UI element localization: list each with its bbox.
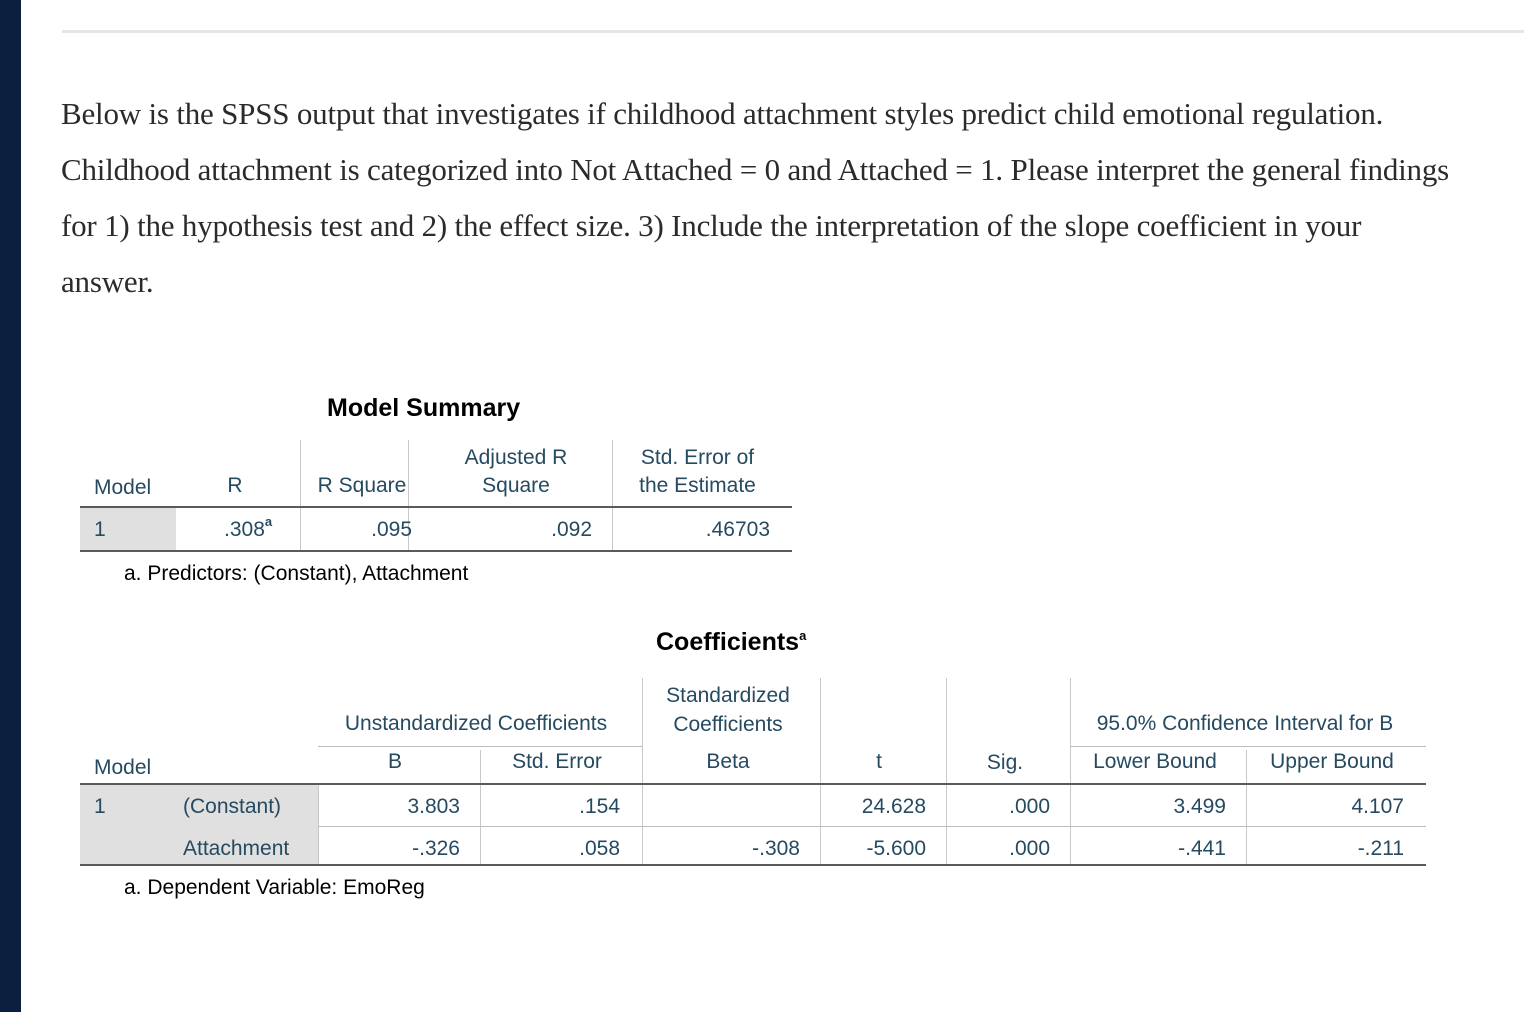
divider (642, 678, 643, 864)
header-upper-bound: Upper Bound (1270, 750, 1394, 773)
cell-b: -.326 (412, 837, 460, 860)
header-r: R (227, 474, 243, 497)
row-model: 1 (94, 518, 106, 541)
header-b: B (387, 750, 402, 773)
cell-lower-bound: -.441 (1178, 837, 1226, 860)
header-t: t (876, 750, 882, 773)
divider (300, 440, 301, 550)
top-divider (62, 30, 1524, 33)
cell-adj-r-square: .092 (551, 518, 592, 541)
coefficients-title (656, 628, 806, 657)
divider (1246, 750, 1247, 864)
header-std-error-1: Std. Error of (640, 446, 755, 469)
footnote-marker: a (799, 628, 807, 643)
left-accent-bar (0, 0, 21, 1012)
cell-upper-bound: -.211 (1357, 837, 1404, 860)
cell-std-error: .154 (579, 795, 620, 818)
header-adj-r-square-1: Adjusted R (464, 446, 568, 469)
bottom-rule (80, 864, 1426, 866)
cell-r-value: .308 (224, 518, 265, 541)
question-line: for 1) the hypothesis test and 2) the effect size. 3) Include the interpretation of the slope coefficient in your (61, 208, 1362, 243)
cell-lower-bound: 3.499 (1173, 795, 1226, 818)
header-standardized-2: Coefficients (673, 713, 783, 736)
header-standardized-1: Standardized (666, 684, 790, 707)
header-r-square: R Square (317, 474, 407, 497)
row-model: 1 (94, 795, 106, 818)
bottom-rule (80, 550, 792, 552)
header-model: Model (94, 476, 152, 499)
coefficients-title-text: Coefficients (656, 628, 800, 656)
question-line: Childhood attachment is categorized into Not Attached = 0 and Attached = 1. Please interpret the general findings (61, 152, 1450, 187)
header-std-error: Std. Error (512, 750, 602, 773)
span-rule (318, 746, 642, 747)
row-label-attachment: Attachment (183, 837, 290, 860)
divider (1070, 678, 1071, 864)
cell-r-square: .095 (371, 518, 412, 541)
cell-std-error: .46703 (705, 518, 770, 541)
row-divider (318, 826, 1426, 827)
header-confidence-interval: 95.0% Confidence Interval for B (1096, 712, 1394, 735)
divider (318, 784, 319, 864)
cell-sig: .000 (1009, 795, 1050, 818)
header-unstandardized: Unstandardized Coefficients (344, 712, 608, 735)
question-text (61, 86, 1531, 310)
cell-t: -5.600 (866, 837, 926, 860)
header-rule (80, 506, 792, 508)
header-beta: Beta (706, 750, 750, 773)
model-summary-title: Model Summary (327, 394, 521, 422)
coefficients-footnote: a. Dependent Variable: EmoReg (124, 876, 425, 899)
model-summary-footnote: a. Predictors: (Constant), Attachment (124, 562, 469, 585)
header-sig: Sig. (986, 751, 1024, 774)
footnote-marker: a (264, 514, 273, 529)
cell-beta: -.308 (752, 837, 800, 860)
question-line: Below is the SPSS output that investigates if childhood attachment styles predict child emotional regulation. (61, 96, 1384, 131)
row-label-constant: (Constant) (183, 795, 282, 818)
cell-upper-bound: 4.107 (1351, 795, 1404, 818)
header-std-error-2: the Estimate (639, 474, 756, 497)
header-lower-bound: Lower Bound (1093, 750, 1217, 773)
cell-t: 24.628 (861, 795, 926, 818)
divider (946, 678, 947, 864)
divider (480, 750, 481, 864)
question-line: answer. (61, 264, 154, 299)
divider (612, 440, 613, 550)
header-adj-r-square-2: Square (482, 474, 550, 497)
span-rule (1070, 746, 1426, 747)
header-model: Model (94, 756, 152, 779)
cell-r (224, 514, 273, 542)
cell-sig: .000 (1009, 837, 1050, 860)
cell-b: 3.803 (407, 795, 460, 818)
cell-std-error: .058 (579, 837, 620, 860)
